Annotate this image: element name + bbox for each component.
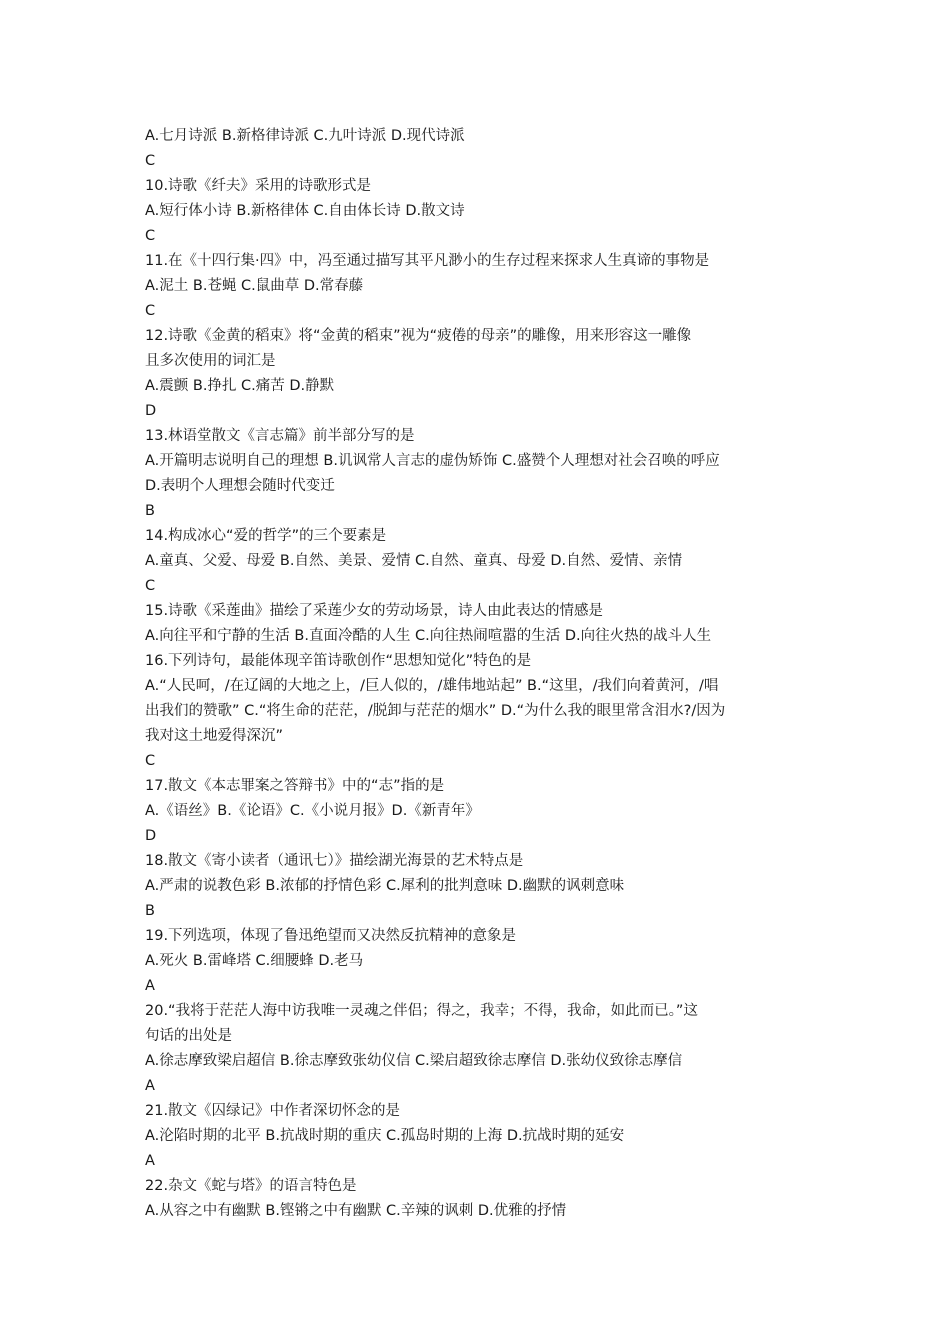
question-line: 且多次使用的词汇是 bbox=[145, 353, 276, 369]
question-line: 22.杂文《蛇与塔》的语言特色是 bbox=[145, 1178, 357, 1194]
answer-line: C bbox=[145, 153, 156, 169]
option-line: D.表明个人理想会随时代变迁 bbox=[145, 478, 335, 494]
question-line: 20.“我将于茫茫人海中访我唯一灵魂之伴侣；得之，我幸；不得，我命，如此而已。”这 bbox=[145, 1003, 698, 1019]
answer-line: A bbox=[145, 1078, 155, 1094]
option-line: 我对这土地爱得深沉” bbox=[145, 728, 284, 744]
option-line: A.童真、父爱、母爱 B.自然、美景、爱情 C.自然、童真、母爱 D.自然、爱情、亲情 bbox=[145, 553, 683, 569]
question-line: 10.诗歌《纤夫》采用的诗歌形式是 bbox=[145, 178, 372, 194]
option-line: A.“人民呵，/在辽阔的大地之上，/巨人似的，/雄伟地站起” B.“这里，/我们向着黄河，/唱 bbox=[145, 678, 719, 694]
option-line: A.死火 B.雷峰塔 C.细腰蜂 D.老马 bbox=[145, 953, 364, 969]
question-line: 14.构成冰心“爱的哲学”的三个要素是 bbox=[145, 528, 387, 544]
question-line: 17.散文《本志罪案之答辩书》中的“志”指的是 bbox=[145, 778, 445, 794]
question-line: 19.下列选项，体现了鲁迅绝望而又决然反抗精神的意象是 bbox=[145, 928, 517, 944]
option-line: A.泥土 B.苍蝇 C.鼠曲草 D.常春藤 bbox=[145, 278, 364, 294]
answer-line: C bbox=[145, 228, 156, 244]
option-line: A.徐志摩致梁启超信 B.徐志摩致张幼仪信 C.梁启超致徐志摩信 D.张幼仪致徐志摩信 bbox=[145, 1053, 683, 1069]
option-line: A.开篇明志说明自己的理想 B.讥讽常人言志的虚伪矫饰 C.盛赞个人理想对社会召唤的呼应 bbox=[145, 453, 720, 469]
answer-line: C bbox=[145, 753, 156, 769]
answer-line: A bbox=[145, 1153, 155, 1169]
option-line: A.向往平和宁静的生活 B.直面冷酷的人生 C.向往热闹喧嚣的生活 D.向往火热的战斗人生 bbox=[145, 628, 712, 644]
question-line: 21.散文《囚绿记》中作者深切怀念的是 bbox=[145, 1103, 401, 1119]
document-body bbox=[145, 124, 810, 1224]
option-line: A.严肃的说教色彩 B.浓郁的抒情色彩 C.犀利的批判意味 D.幽默的讽刺意味 bbox=[145, 878, 625, 894]
question-line: 15.诗歌《采莲曲》描绘了采莲少女的劳动场景，诗人由此表达的情感是 bbox=[145, 603, 604, 619]
option-line: A.七月诗派 B.新格律诗派 C.九叶诗派 D.现代诗派 bbox=[145, 128, 465, 144]
option-line: A.《语丝》B.《论语》C.《小说月报》D.《新青年》 bbox=[145, 803, 480, 819]
answer-line: B bbox=[145, 503, 155, 519]
question-line: 句话的出处是 bbox=[145, 1028, 232, 1044]
option-line: A.沦陷时期的北平 B.抗战时期的重庆 C.孤岛时期的上海 D.抗战时期的延安 bbox=[145, 1128, 625, 1144]
question-line: 12.诗歌《金黄的稻束》将“金黄的稻束”视为“疲倦的母亲”的雕像，用来形容这一雕像 bbox=[145, 328, 692, 344]
option-line: A.短行体小诗 B.新格律体 C.自由体长诗 D.散文诗 bbox=[145, 203, 465, 219]
option-line: A.震颤 B.挣扎 C.痛苦 D.静默 bbox=[145, 378, 335, 394]
question-line: 13.林语堂散文《言志篇》前半部分写的是 bbox=[145, 428, 415, 444]
option-line: A.从容之中有幽默 B.铿锵之中有幽默 C.辛辣的讽刺 D.优雅的抒情 bbox=[145, 1203, 567, 1219]
answer-line: A bbox=[145, 978, 155, 994]
answer-line: C bbox=[145, 578, 156, 594]
answer-line: C bbox=[145, 303, 156, 319]
answer-line: D bbox=[145, 403, 157, 419]
answer-line: D bbox=[145, 828, 157, 844]
question-line: 16.下列诗句，最能体现辛笛诗歌创作“思想知觉化”特色的是 bbox=[145, 653, 532, 669]
answer-line: B bbox=[145, 903, 155, 919]
question-line: 18.散文《寄小读者（通讯七）》描绘湖光海景的艺术特点是 bbox=[145, 853, 524, 869]
question-line: 11.在《十四行集·四》中，冯至通过描写其平凡渺小的生存过程来探求人生真谛的事物是 bbox=[145, 253, 710, 269]
option-line: 出我们的赞歌” C.“将生命的茫茫，/脱卸与茫茫的烟水” D.“为什么我的眼里常含泪水?/因为 bbox=[145, 703, 726, 719]
